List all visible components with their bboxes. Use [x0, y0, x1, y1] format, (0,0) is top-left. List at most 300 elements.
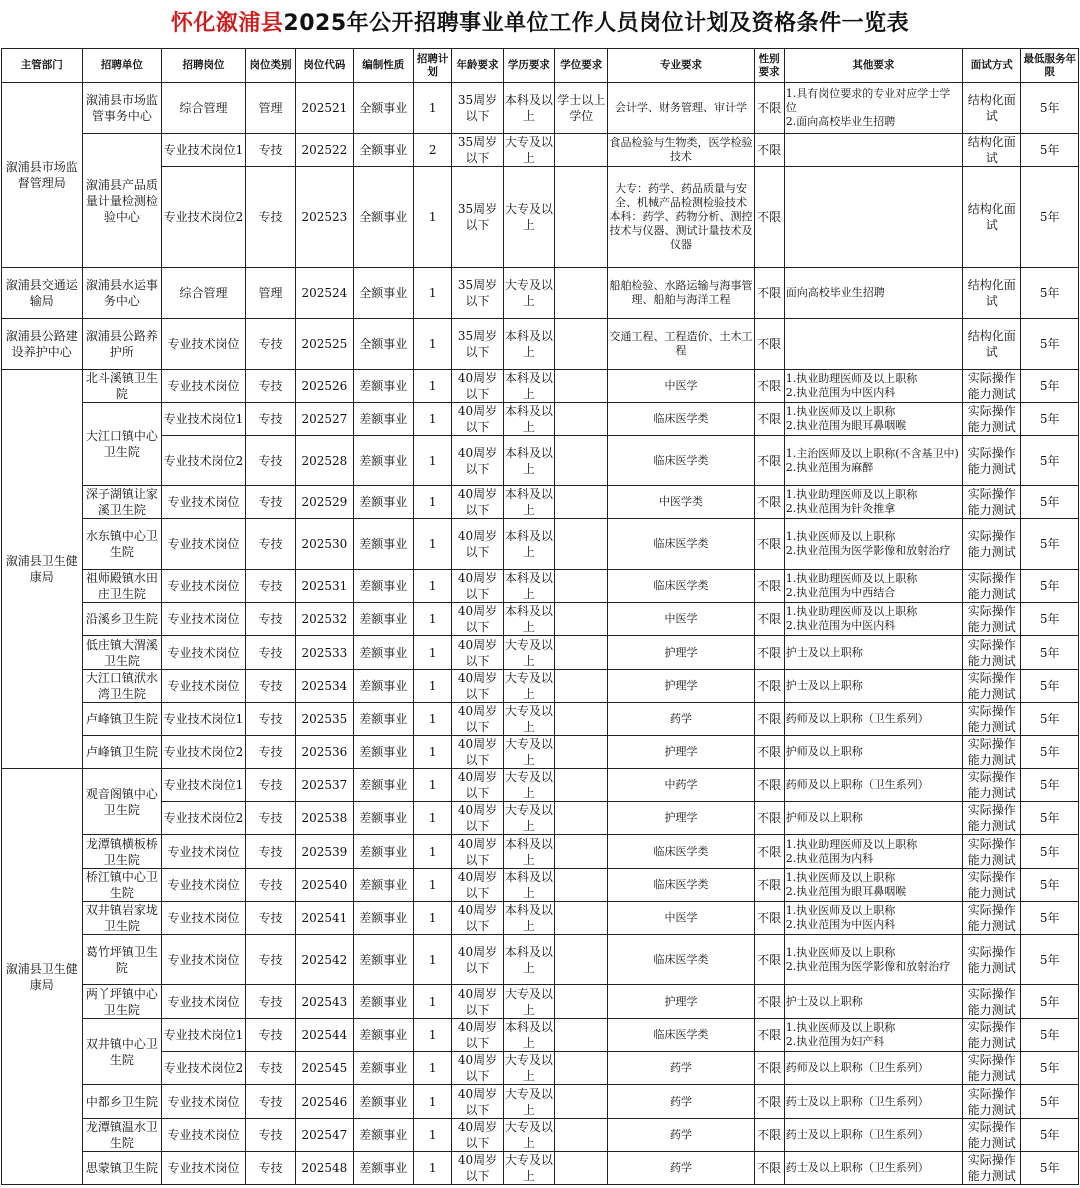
post-cell: 专业技术岗位: [162, 370, 246, 403]
gender-cell: 不限: [754, 1085, 784, 1119]
interview-cell: 结构化面试: [963, 167, 1021, 268]
degree-cell: [555, 167, 608, 268]
post-cell: 专业技术岗位2: [162, 802, 246, 835]
other-cell: 护师及以上职称: [784, 736, 962, 769]
header-cell: 年龄要求: [452, 49, 503, 83]
unit-cell: 桥江镇中心卫生院: [82, 869, 162, 902]
years-cell: 5年: [1021, 268, 1079, 319]
edu-cell: 本科及以上: [504, 404, 553, 434]
post-cell: 综合管理: [162, 268, 246, 319]
gender-cell: 不限: [754, 519, 784, 570]
type-cell: 管理: [245, 83, 295, 134]
header-cell: 学历要求: [503, 49, 554, 83]
interview-cell: 实际操作能力测试: [963, 769, 1021, 802]
degree-cell: [555, 134, 608, 167]
interview-cell: 实际操作能力测试: [963, 1052, 1021, 1085]
major-cell: 药学: [608, 703, 754, 736]
code-cell: 202537: [296, 769, 353, 802]
nature-cell: 全额事业: [353, 83, 413, 134]
major-cell: 中医学: [608, 902, 754, 935]
nature-cell: 差额事业: [353, 935, 413, 985]
post-cell: 专业技术岗位2: [162, 167, 246, 268]
age-cell: 35周岁以下: [452, 319, 503, 370]
nature-cell: 差额事业: [353, 403, 413, 436]
plan-cell: 1: [414, 519, 452, 570]
table-row: [2, 802, 1079, 835]
major-cell: 临床医学类: [608, 570, 754, 603]
years-cell: 5年: [1021, 603, 1079, 636]
nature-cell: 差额事业: [353, 570, 413, 603]
unit-cell: 中都乡卫生院: [82, 1085, 162, 1119]
edu-cell: 大专及以上: [504, 986, 553, 1017]
table-row: [2, 869, 1079, 902]
interview-cell: 实际操作能力测试: [963, 736, 1021, 769]
other-cell: 1.执业助理医师及以上职称 2.执业范围为中医内科: [784, 370, 962, 403]
years-cell: 5年: [1021, 1052, 1079, 1085]
post-cell: 专业技术岗位: [162, 902, 246, 935]
table-row: [2, 703, 1079, 736]
post-cell: 专业技术岗位: [162, 985, 246, 1019]
gender-cell: 不限: [754, 570, 784, 603]
code-cell: 202533: [296, 636, 353, 670]
major-cell: 大专：药学、药品质量与安全、机械产品检测检验技术 本科：药学、药物分析、测控技术与仪器、测试计量技术及仪器: [608, 167, 754, 268]
interview-cell: 结构化面试: [963, 319, 1021, 370]
edu-cell: 大专及以上: [504, 1120, 553, 1150]
type-cell: 专技: [245, 835, 295, 869]
nature-cell: 差额事业: [353, 486, 413, 519]
code-cell: 202529: [296, 486, 353, 519]
nature-cell: 全额事业: [353, 134, 413, 167]
other-cell: 药师及以上职称（卫生系列）: [784, 703, 962, 736]
interview-cell: 实际操作能力测试: [963, 486, 1021, 519]
degree-cell: [555, 268, 608, 319]
type-cell: 专技: [245, 703, 295, 736]
gender-cell: 不限: [754, 769, 784, 802]
interview-cell: 实际操作能力测试: [963, 436, 1021, 486]
gender-cell: 不限: [754, 83, 784, 134]
interview-cell: 实际操作能力测试: [963, 869, 1021, 902]
plan-cell: 1: [414, 167, 452, 268]
degree-cell: [555, 1119, 608, 1152]
header-cell: 编制性质: [353, 49, 413, 83]
post-cell: 专业技术岗位: [162, 636, 246, 670]
other-cell: 面向高校毕业生招聘: [784, 268, 962, 319]
major-cell: 护理学: [608, 670, 754, 703]
header-cell: 招聘岗位: [162, 49, 246, 83]
table-row: [2, 736, 1079, 769]
major-cell: 临床医学类: [608, 935, 754, 985]
nature-cell: 差额事业: [353, 1085, 413, 1119]
nature-cell: 差额事业: [353, 835, 413, 869]
other-cell: 1.执业医师及以上职称 2.执业范围为眼耳鼻咽喉: [784, 403, 962, 436]
table-row: [2, 670, 1079, 703]
header-cell: 专业要求: [608, 49, 754, 83]
degree-cell: [555, 1152, 608, 1185]
interview-cell: 实际操作能力测试: [963, 636, 1021, 670]
post-cell: 综合管理: [162, 83, 246, 134]
plan-cell: 1: [414, 985, 452, 1019]
gender-cell: 不限: [754, 902, 784, 935]
major-cell: 食品检验与生物类，医学检验技术: [608, 134, 754, 167]
interview-cell: 实际操作能力测试: [963, 1152, 1021, 1185]
years-cell: 5年: [1021, 1152, 1079, 1185]
code-cell: 202538: [296, 802, 353, 835]
plan-cell: 1: [414, 670, 452, 703]
table-row: [2, 167, 1079, 268]
plan-cell: 1: [414, 736, 452, 769]
unit-cell: 双井镇岩家垅卫生院: [82, 902, 162, 935]
plan-cell: 1: [414, 486, 452, 519]
major-cell: 临床医学类: [608, 869, 754, 902]
degree-cell: [555, 403, 608, 436]
plan-cell: 1: [414, 570, 452, 603]
major-cell: 中医学类: [608, 486, 754, 519]
degree-cell: [555, 603, 608, 636]
unit-cell: 两丫坪镇中心卫生院: [82, 985, 162, 1019]
table-row: [2, 1152, 1079, 1185]
header-cell: 岗位代码: [296, 49, 353, 83]
type-cell: 管理: [245, 268, 295, 319]
plan-cell: 1: [414, 603, 452, 636]
code-cell: 202528: [296, 436, 353, 486]
major-cell: 护理学: [608, 736, 754, 769]
type-cell: 专技: [245, 403, 295, 436]
plan-cell: 1: [414, 268, 452, 319]
recruitment-table: [1, 48, 1079, 1185]
major-cell: 会计学、财务管理、审计学: [608, 83, 754, 134]
header-cell: 招聘计划: [414, 49, 452, 83]
plan-cell: 1: [414, 1085, 452, 1119]
edu-cell: 大专及以上: [504, 1053, 553, 1083]
plan-cell: 1: [414, 835, 452, 869]
years-cell: 5年: [1021, 670, 1079, 703]
degree-cell: [555, 1052, 608, 1085]
gender-cell: 不限: [754, 603, 784, 636]
gender-cell: 不限: [754, 436, 784, 486]
degree-cell: [555, 670, 608, 703]
type-cell: 专技: [245, 519, 295, 570]
age-cell: 35周岁以下: [452, 167, 503, 268]
unit-cell: 龙潭镇温水卫生院: [82, 1119, 162, 1152]
gender-cell: 不限: [754, 370, 784, 403]
years-cell: 5年: [1021, 486, 1079, 519]
other-cell: 护士及以上职称: [784, 985, 962, 1019]
type-cell: 专技: [245, 436, 295, 486]
plan-cell: 1: [414, 802, 452, 835]
age-cell: 40周岁以下: [452, 1019, 503, 1052]
gender-cell: 不限: [754, 1119, 784, 1152]
major-cell: 临床医学类: [608, 519, 754, 570]
table-row: [2, 835, 1079, 869]
nature-cell: 差额事业: [353, 670, 413, 703]
age-cell: 40周岁以下: [452, 1085, 503, 1119]
major-cell: 护理学: [608, 985, 754, 1019]
degree-cell: [555, 570, 608, 603]
gender-cell: 不限: [754, 268, 784, 319]
code-cell: 202526: [296, 370, 353, 403]
age-cell: 35周岁以下: [452, 134, 503, 167]
age-cell: 40周岁以下: [452, 902, 503, 935]
post-cell: 专业技术岗位: [162, 1119, 246, 1152]
degree-cell: [555, 370, 608, 403]
nature-cell: 差额事业: [353, 769, 413, 802]
code-cell: 202531: [296, 570, 353, 603]
header-cell: 性别要求: [754, 49, 784, 83]
major-cell: 药学: [608, 1152, 754, 1185]
code-cell: 202539: [296, 835, 353, 869]
other-cell: 药士及以上职称（卫生系列）: [784, 1119, 962, 1152]
interview-cell: 实际操作能力测试: [963, 1019, 1021, 1052]
interview-cell: 实际操作能力测试: [963, 1085, 1021, 1119]
edu-cell: 大专及以上: [504, 671, 553, 701]
interview-cell: 实际操作能力测试: [963, 835, 1021, 869]
edu-cell: 大专及以上: [503, 167, 554, 268]
plan-cell: 1: [414, 436, 452, 486]
other-cell: 药士及以上职称（卫生系列）: [784, 1152, 962, 1185]
header-cell: 岗位类别: [245, 49, 295, 83]
edu-cell: 本科及以上: [503, 519, 554, 570]
degree-cell: [555, 319, 608, 370]
other-cell: 1.执业助理医师及以上职称 2.执业范围为中西结合: [784, 570, 962, 603]
dept-cell: 溆浦县卫生健康局: [2, 370, 83, 769]
gender-cell: 不限: [754, 486, 784, 519]
code-cell: 202523: [296, 167, 353, 268]
years-cell: 5年: [1021, 835, 1079, 869]
degree-cell: [555, 802, 608, 835]
other-cell: 1.具有岗位要求的专业对应学士学位 2.面向高校毕业生招聘: [784, 83, 962, 134]
gender-cell: 不限: [754, 167, 784, 268]
degree-cell: [555, 519, 608, 570]
age-cell: 40周岁以下: [452, 519, 503, 570]
gender-cell: 不限: [754, 985, 784, 1019]
dept-cell: 溆浦县交通运输局: [2, 268, 83, 319]
header-cell: 面试方式: [963, 49, 1021, 83]
major-cell: 中医学: [608, 370, 754, 403]
edu-cell: 大专及以上: [504, 704, 553, 734]
edu-cell: 本科及以上: [504, 371, 553, 401]
type-cell: 专技: [245, 902, 295, 935]
other-cell: [784, 134, 962, 167]
interview-cell: 实际操作能力测试: [963, 1119, 1021, 1152]
table-row: [2, 319, 1079, 370]
degree-cell: [555, 869, 608, 902]
unit-cell: 观音阁镇中心卫生院: [82, 769, 162, 835]
age-cell: 40周岁以下: [452, 1052, 503, 1085]
unit-cell: 大江口镇中心卫生院: [82, 403, 162, 486]
type-cell: 专技: [245, 370, 295, 403]
years-cell: 5年: [1021, 636, 1079, 670]
years-cell: 5年: [1021, 570, 1079, 603]
nature-cell: 全额事业: [353, 167, 413, 268]
post-cell: 专业技术岗位: [162, 670, 246, 703]
edu-cell: 大专及以上: [503, 268, 554, 319]
edu-cell: 本科及以上: [504, 604, 553, 634]
years-cell: 5年: [1021, 519, 1079, 570]
age-cell: 35周岁以下: [452, 268, 503, 319]
gender-cell: 不限: [754, 1019, 784, 1052]
nature-cell: 差额事业: [353, 869, 413, 902]
code-cell: 202543: [296, 985, 353, 1019]
age-cell: 40周岁以下: [452, 1152, 503, 1185]
unit-cell: 低庄镇大渭溪卫生院: [82, 636, 162, 670]
nature-cell: 差额事业: [353, 636, 413, 670]
gender-cell: 不限: [754, 935, 784, 985]
post-cell: 专业技术岗位2: [162, 736, 246, 769]
type-cell: 专技: [245, 670, 295, 703]
code-cell: 202522: [296, 134, 353, 167]
nature-cell: 差额事业: [353, 519, 413, 570]
unit-cell: 葛竹坪镇卫生院: [82, 935, 162, 985]
edu-cell: 大专及以上: [504, 135, 553, 165]
table-row: [2, 902, 1079, 935]
table-body: [2, 83, 1079, 1185]
interview-cell: 结构化面试: [963, 134, 1021, 167]
years-cell: 5年: [1021, 1119, 1079, 1152]
edu-cell: 大专及以上: [504, 1086, 553, 1117]
table-row: [2, 985, 1079, 1019]
edu-cell: 大专及以上: [504, 803, 553, 833]
unit-cell: 沿溪乡卫生院: [82, 603, 162, 636]
other-cell: 1.执业医师及以上职称 2.执业范围为眼耳鼻咽喉: [784, 869, 962, 902]
post-cell: 专业技术岗位1: [162, 403, 246, 436]
years-cell: 5年: [1021, 869, 1079, 902]
edu-cell: 大专及以上: [504, 637, 553, 668]
type-cell: 专技: [245, 935, 295, 985]
edu-cell: 本科及以上: [504, 836, 553, 867]
type-cell: 专技: [245, 869, 295, 902]
table-row: [2, 1052, 1079, 1085]
nature-cell: 差额事业: [353, 736, 413, 769]
post-cell: 专业技术岗位: [162, 935, 246, 985]
table-row: [2, 570, 1079, 603]
nature-cell: 差额事业: [353, 1052, 413, 1085]
edu-cell: 本科及以上: [504, 870, 553, 900]
post-cell: 专业技术岗位1: [162, 769, 246, 802]
major-cell: 护理学: [608, 802, 754, 835]
title-highlight: 怀化溆浦县: [170, 11, 284, 36]
unit-cell: 祖师殿镇水田庄卫生院: [82, 570, 162, 603]
table-row: [2, 1119, 1079, 1152]
major-cell: 护理学: [608, 636, 754, 670]
unit-cell: 思蒙镇卫生院: [82, 1152, 162, 1185]
nature-cell: 差额事业: [353, 985, 413, 1019]
header-row: [2, 49, 1079, 83]
edu-cell: 本科及以上: [503, 436, 554, 486]
age-cell: 40周岁以下: [452, 736, 503, 769]
age-cell: 40周岁以下: [452, 670, 503, 703]
major-cell: 临床医学类: [608, 436, 754, 486]
other-cell: 护士及以上职称: [784, 670, 962, 703]
degree-cell: [555, 935, 608, 985]
unit-cell: 大江口镇洑水湾卫生院: [82, 670, 162, 703]
type-cell: 专技: [245, 1052, 295, 1085]
major-cell: 中医学: [608, 603, 754, 636]
interview-cell: 实际操作能力测试: [963, 935, 1021, 985]
age-cell: 40周岁以下: [452, 802, 503, 835]
nature-cell: 全额事业: [353, 268, 413, 319]
unit-cell: 水东镇中心卫生院: [82, 519, 162, 570]
age-cell: 40周岁以下: [452, 935, 503, 985]
table-row: [2, 436, 1079, 486]
age-cell: 40周岁以下: [452, 636, 503, 670]
type-cell: 专技: [245, 736, 295, 769]
interview-cell: 实际操作能力测试: [963, 370, 1021, 403]
code-cell: 202524: [296, 268, 353, 319]
degree-cell: [555, 902, 608, 935]
code-cell: 202548: [296, 1152, 353, 1185]
type-cell: 专技: [245, 802, 295, 835]
plan-cell: 1: [414, 869, 452, 902]
other-cell: 1.执业助理医师及以上职称 2.执业范围为内科: [784, 835, 962, 869]
edu-cell: 本科及以上: [503, 83, 554, 134]
years-cell: 5年: [1021, 985, 1079, 1019]
plan-cell: 1: [414, 636, 452, 670]
interview-cell: 实际操作能力测试: [963, 902, 1021, 935]
edu-cell: 本科及以上: [503, 319, 554, 370]
other-cell: 1.执业医师及以上职称 2.执业范围为妇产科: [784, 1019, 962, 1052]
age-cell: 40周岁以下: [452, 1119, 503, 1152]
table-row: [2, 636, 1079, 670]
gender-cell: 不限: [754, 134, 784, 167]
title-rest: 2025年公开招聘事业单位工作人员岗位计划及资格条件一览表: [283, 11, 910, 36]
code-cell: 202534: [296, 670, 353, 703]
other-cell: 药师及以上职称（卫生系列）: [784, 769, 962, 802]
plan-cell: 1: [414, 319, 452, 370]
age-cell: 35周岁以下: [452, 83, 503, 134]
degree-cell: [555, 636, 608, 670]
major-cell: 临床医学类: [608, 1019, 754, 1052]
unit-cell: 溆浦县公路养护所: [82, 319, 162, 370]
code-cell: 202525: [296, 319, 353, 370]
code-cell: 202542: [296, 935, 353, 985]
nature-cell: 全额事业: [353, 319, 413, 370]
interview-cell: 实际操作能力测试: [963, 570, 1021, 603]
interview-cell: 实际操作能力测试: [963, 802, 1021, 835]
edu-cell: 本科及以上: [504, 571, 553, 601]
gender-cell: 不限: [754, 802, 784, 835]
age-cell: 40周岁以下: [452, 403, 503, 436]
other-cell: 药师及以上职称（卫生系列）: [784, 1052, 962, 1085]
table-row: [2, 403, 1079, 436]
major-cell: 临床医学类: [608, 835, 754, 869]
type-cell: 专技: [245, 1119, 295, 1152]
type-cell: 专技: [245, 1152, 295, 1185]
other-cell: 护师及以上职称: [784, 802, 962, 835]
post-cell: 专业技术岗位: [162, 869, 246, 902]
nature-cell: 差额事业: [353, 802, 413, 835]
unit-cell: 龙潭镇横板桥卫生院: [82, 835, 162, 869]
age-cell: 40周岁以下: [452, 769, 503, 802]
table-row: [2, 769, 1079, 802]
years-cell: 5年: [1021, 134, 1079, 167]
plan-cell: 1: [414, 1019, 452, 1052]
other-cell: [784, 319, 962, 370]
post-cell: 专业技术岗位1: [162, 1019, 246, 1052]
age-cell: 40周岁以下: [452, 570, 503, 603]
type-cell: 专技: [245, 134, 295, 167]
interview-cell: 结构化面试: [963, 268, 1021, 319]
age-cell: 40周岁以下: [452, 603, 503, 636]
major-cell: 交通工程、工程造价、土木工程: [608, 319, 754, 370]
years-cell: 5年: [1021, 167, 1079, 268]
interview-cell: 实际操作能力测试: [963, 603, 1021, 636]
table-row: [2, 370, 1079, 403]
nature-cell: 差额事业: [353, 902, 413, 935]
nature-cell: 差额事业: [353, 703, 413, 736]
interview-cell: 实际操作能力测试: [963, 985, 1021, 1019]
post-cell: 专业技术岗位1: [162, 134, 246, 167]
type-cell: 专技: [245, 319, 295, 370]
